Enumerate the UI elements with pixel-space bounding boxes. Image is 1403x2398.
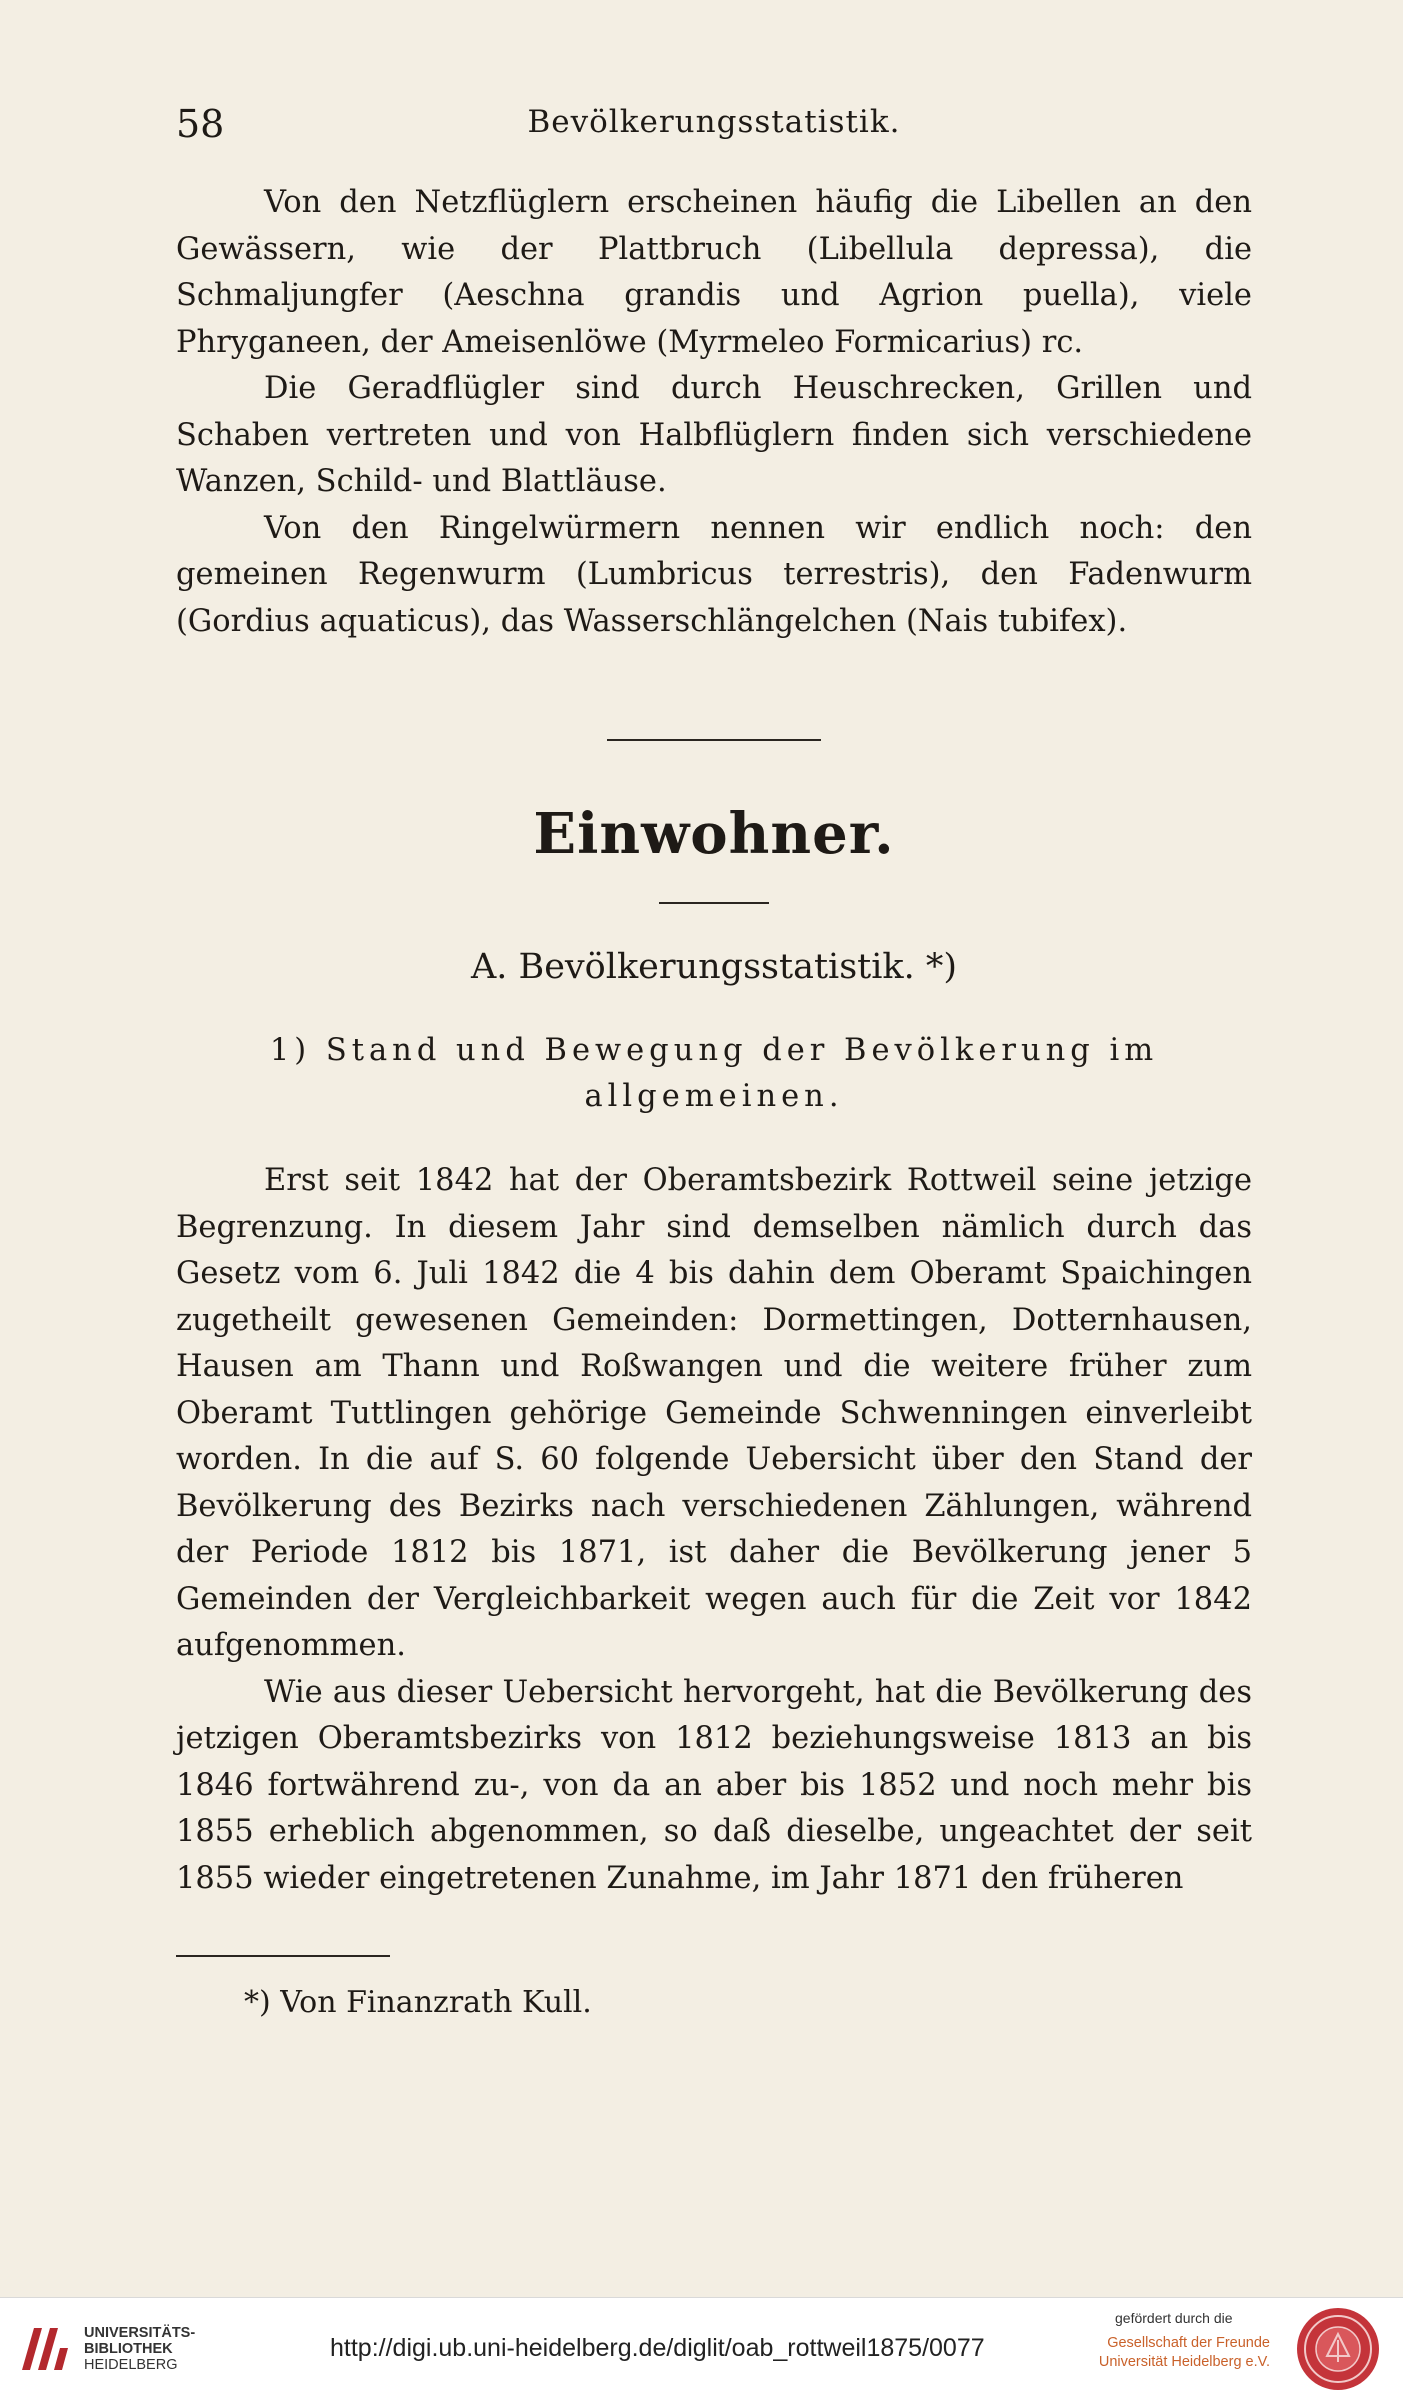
paragraph-begrenzung: Erst seit 1842 hat der Oberamtsbezirk Rottweil seine jetzige Begrenzung. In diesem Jahr sind demselben nämlich durch das Gesetz vom 6. Juli 1842 die 4 bis dahin dem Oberamt Spaichingen zugetheilt gewesenen Gemeinden: Dormettingen, Dotternhausen, Hausen am Thann und Roßwangen und die weitere früher zum Oberamt Tuttlingen gehörige Gemeinde Schwenningen einverleibt worden. In die auf S. 60 folgende Uebersicht über den Stand der Bevölkerung des Bezirks nach verschiedenen Zählungen, während der Periode 1812 bis 1871, ist daher die Bevölkerung jener 5 Gemeinden der Vergleichbarkeit wegen auch für die Zeit vor 1842 aufgenommen. xyxy=(176,1163,1252,1663)
sub-subsection-title xyxy=(176,1028,1252,1120)
page-number: 58 xyxy=(176,102,225,146)
paragraph-netzfluegler: Von den Netzflüglern erscheinen häufig die Libellen an den Gewässern, wie der Plattbruch (Libellula depressa), die Schmaljungfer (Aeschna grandis und Agrion puella), viele Phryganeen, der Ameisenlöwe (Myrmeleo Formicarius) rc. xyxy=(176,185,1252,360)
footnote: *) Von Finanzrath Kull. xyxy=(244,1985,592,2020)
sponsor-label: gefördert durch die xyxy=(1115,2310,1233,2326)
paragraph-geradfluegler: Die Geradflügler sind durch Heuschrecken, Grillen und Schaben vertreten und von Halbflüglern finden sich verschiedene Wanzen, Schild- und Blattläuse. xyxy=(176,371,1252,499)
subsection-title: A. Bevölkerungsstatistik. *) xyxy=(470,946,958,987)
sub-subsection-title-line1: 1) Stand und Bewegung der Bevölkerung im xyxy=(269,1033,1159,1068)
paragraph-uebersicht: Wie aus dieser Uebersicht hervorgeht, hat die Bevölkerung des jetzigen Oberamtsbezirks von 1812 beziehungsweise 1813 an bis 1846 fortwährend zu-, von da an aber bis 1852 und noch mehr bis 1855 erheblich abgenommen, so daß dieselbe, ungeachtet der seit 1855 wieder eingetretenen Zunahme, im Jahr 1871 den früheren xyxy=(176,1674,1252,1896)
university-library-logo-icon xyxy=(14,2318,74,2378)
page-body xyxy=(176,180,1252,1902)
viewer-footer xyxy=(0,2297,1403,2398)
page-header xyxy=(176,102,1252,152)
library-name: UNIVERSITÄTS- BIBLIOTHEK HEIDELBERG xyxy=(84,2325,196,2373)
university-seal-icon xyxy=(1295,2306,1381,2392)
sponsor-name: Gesellschaft der Freunde Universität Heidelberg e.V. xyxy=(1098,2335,1270,2370)
footnote-rule xyxy=(176,1955,390,1957)
paragraph-ringelwuermer: Von den Ringelwürmern nennen wir endlich noch: den gemeinen Regenwurm (Lumbricus terrestris), den Fadenwurm (Gordius aquaticus), das Wasserschlängelchen (Nais tubifex). xyxy=(176,510,1252,639)
section-divider xyxy=(607,739,821,741)
section-title: Einwohner. xyxy=(533,801,895,867)
running-head: Bevölkerungsstatistik. xyxy=(527,104,901,140)
sub-subsection-title-line2: allgemeinen. xyxy=(584,1079,844,1114)
section-title-rule xyxy=(659,902,769,904)
permalink-url[interactable]: http://digi.ub.uni-heidelberg.de/diglit/oab_rottweil1875/0077 xyxy=(330,2334,985,2362)
